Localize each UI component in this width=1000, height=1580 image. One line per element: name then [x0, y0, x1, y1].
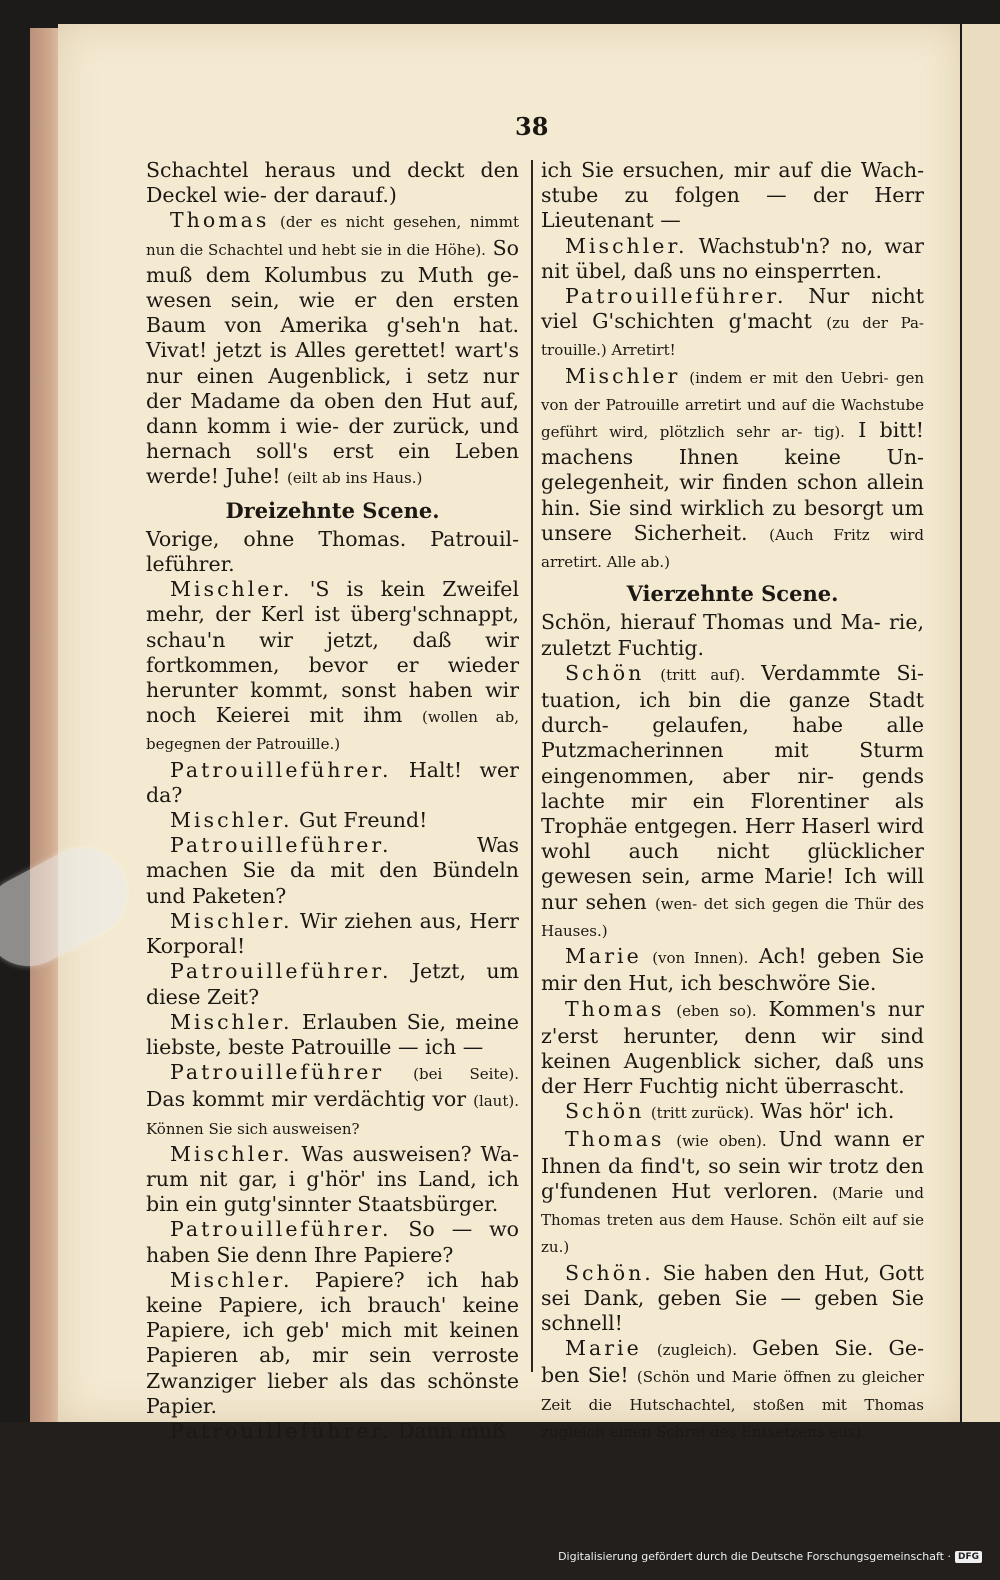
- speaker-name: Patrouilleführer.: [170, 1418, 392, 1443]
- speech-text: So muß dem Kolumbus zu Muth ge- wesen sein, wie er den ersten Baum von Amerika g'seh'n hat. Vivat! jetzt is Alles gerettet! wart's nur einen Augenblick, i setz nur der Madame da oben den Hut auf, dann komm i wie- der zurück, und hernach soll's erst ein Leben werde! Juhe!: [146, 235, 519, 489]
- scene-heading: Dreizehnte Scene.: [225, 497, 440, 523]
- stage-direction: (eben so).: [676, 1001, 757, 1020]
- speaker-name: Thomas: [565, 1126, 665, 1151]
- speaker-name: Mischler.: [170, 1141, 293, 1166]
- stage-direction: (wollen ab, begegnen der Patrouille.): [146, 708, 519, 754]
- speaker-name: Marie: [565, 944, 642, 969]
- stage-direction: (laut). Können Sie sich ausweisen?: [146, 1092, 519, 1138]
- speech-paragraph: [146, 758, 519, 808]
- text-paragraph: Schachtel heraus und deckt den Deckel wie- der darauf.): [146, 158, 519, 208]
- speech-paragraph: [541, 997, 924, 1100]
- speech-paragraph: [146, 1142, 519, 1218]
- speech-paragraph: [146, 208, 519, 491]
- speaker-name: Thomas: [565, 996, 665, 1021]
- text-paragraph: Vorige, ohne Thomas. Patrouil- leführer.: [146, 526, 519, 577]
- speech-text: 'S is kein Zweifel mehr, der Kerl ist überg'schnappt, schau'n wir jetzt, daß wir fortkommen, bevor er wieder herunter kommt, sonst haben wir noch Keierei mit ihm: [146, 577, 519, 728]
- speech-text: Gut Freund!: [299, 808, 428, 833]
- stage-direction: (zu der Pa- trouille.) Arretirt!: [541, 314, 924, 360]
- speech-paragraph: [541, 284, 924, 364]
- stage-direction: (der es nicht gesehen, nimmt nun die Schachtel und hebt sie in die Höhe).: [146, 213, 519, 259]
- stage-direction: (wie oben).: [676, 1131, 767, 1150]
- stage-direction: (Schön und Marie öffnen zu gleicher Zeit die Hutschachtel, stoßen mit Thomas zugleich einen Schrei des Entsetzens aus).: [541, 1368, 924, 1441]
- speech-text: Papiere? ich hab keine Papiere, ich brauch' keine Papiere, ich geb' mich mit keinen Papieren ab, mir sein verroste Zwanziger lieber als das schönste Papier.: [146, 1267, 519, 1418]
- stage-direction: (wen- det sich gegen die Thür des Hauses.): [541, 894, 924, 940]
- stage-direction: (indem er mit den Uebri- gen von der Patrouille arretirt und auf die Wachstube geführt wird, plötzlich sehr ar- tig).: [541, 368, 924, 442]
- speech-paragraph: [541, 944, 924, 996]
- footer-text: Digitalisierung gefördert durch die Deutsche Forschungsgemeinschaft ·: [558, 1550, 951, 1563]
- left-column: [146, 158, 519, 1444]
- speech-paragraph: [541, 661, 924, 944]
- speech-text: Nur nicht viel G'schichten g'macht: [541, 284, 924, 334]
- stage-direction: (tritt auf).: [660, 665, 746, 684]
- speech-paragraph: [541, 1336, 924, 1445]
- speech-paragraph: [146, 959, 519, 1009]
- speech-paragraph: [146, 1010, 519, 1060]
- speech-paragraph: [146, 808, 519, 833]
- speaker-name: Mischler.: [170, 1009, 293, 1034]
- speaker-name: Mischler.: [170, 808, 293, 833]
- speech-text: Verdammte Si- tuation, ich bin die ganze Stadt durch- gelaufen, habe alle Putzmacherinnen mit Sturm eingenommen, aber nir- gends lachte mir ein Florentiner als Trophäe entgegen. Herr Haserl wird wohl auch nicht glücklicher gewesen sein, arme Marie! Ich will nur sehen: [541, 660, 924, 914]
- speech-paragraph: [146, 833, 519, 909]
- dfg-logo: DFG: [955, 1551, 982, 1563]
- stage-direction: (eilt ab ins Haus.): [287, 469, 423, 488]
- text-paragraph: ich Sie ersuchen, mir auf die Wach- stube zu folgen — der Herr Lieutenant —: [541, 158, 924, 233]
- speaker-name: Patrouilleführer.: [170, 959, 392, 984]
- speaker-name: Mischler.: [170, 1267, 293, 1292]
- speech-text: Was hör' ich.: [760, 1099, 895, 1124]
- speech-text: Wachstub'n? no, war nit übel, daß uns no einsperrten.: [541, 233, 924, 283]
- speech-text: Und wann er Ihnen da find't, so sein wir trotz den g'fundenen Hut verloren.: [541, 1126, 924, 1203]
- speech-paragraph: [146, 1268, 519, 1419]
- speech-text: Ach! geben Sie mir den Hut, ich beschwöre Sie.: [541, 944, 924, 996]
- speech-paragraph: [541, 234, 924, 284]
- speech-text: Erlauben Sie, meine liebste, beste Patrouille — ich —: [146, 1009, 519, 1059]
- speaker-name: Mischler.: [565, 233, 688, 258]
- stage-direction: (Marie und Thomas treten aus dem Hause. Schön eilt auf sie zu.): [541, 1183, 924, 1257]
- speaker-name: Patrouilleführer: [170, 1060, 385, 1085]
- speech-text: Jetzt, um diese Zeit?: [146, 959, 519, 1009]
- speech-paragraph: [146, 1060, 519, 1142]
- speech-text: Was machen Sie da mit den Bündeln und Paketen?: [146, 833, 519, 908]
- speaker-name: Mischler: [565, 363, 681, 388]
- speaker-name: Schön.: [565, 1260, 654, 1285]
- speech-text: So — wo haben Sie denn Ihre Papiere?: [146, 1217, 519, 1267]
- speech-text: Halt! wer da?: [146, 757, 519, 807]
- stage-direction: (von Innen).: [652, 949, 749, 968]
- speaker-name: Schön: [565, 660, 645, 685]
- right-column: [541, 158, 924, 1445]
- speaker-name: Thomas: [170, 208, 270, 233]
- speech-paragraph: [541, 1261, 924, 1337]
- speech-paragraph: [541, 1127, 924, 1261]
- scene-heading: Vierzehnte Scene.: [626, 581, 839, 607]
- speech-paragraph: [541, 364, 924, 576]
- speech-text: Kommen's nur z'erst herunter, denn wir sind keinen Augenblick sicher, daß uns der Herr Fuchtig nicht überrascht.: [541, 996, 924, 1099]
- stage-direction: (zugleich).: [656, 1341, 737, 1360]
- speech-text: Geben Sie. Ge- ben Sie!: [541, 1336, 924, 1388]
- column-divider: [531, 160, 533, 1372]
- speech-paragraph: [541, 1099, 924, 1126]
- facing-page-edge: [962, 24, 1000, 1422]
- speaker-name: Marie: [565, 1336, 642, 1361]
- speaker-name: Patrouilleführer.: [170, 833, 392, 858]
- stage-direction: (Auch Fritz wird arretirt. Alle ab.): [541, 525, 924, 572]
- speaker-name: Patrouilleführer.: [565, 284, 787, 309]
- speech-text: Dann muß: [398, 1418, 506, 1443]
- speech-text: Das kommt mir verdächtig vor: [146, 1087, 467, 1112]
- page-number: 38: [515, 112, 549, 141]
- speech-paragraph: [146, 577, 519, 757]
- speech-text: Sie haben den Hut, Gott sei Dank, geben Sie — geben Sie schnell!: [541, 1260, 924, 1335]
- speech-text: I bitt! machens Ihnen keine Un- gelegenheit, wir finden schon allein hin. Sie sind wirklich zu besorgt um unsere Sicherheit.: [541, 418, 924, 545]
- speech-paragraph: [146, 1419, 519, 1444]
- speaker-name: Mischler.: [170, 577, 293, 602]
- speech-text: Was ausweisen? Wa- rum nit gar, i g'hör' ins Land, ich bin ein gutg'sinnter Staatsbürger.: [146, 1141, 519, 1217]
- speech-paragraph: [146, 1217, 519, 1267]
- speech-text: Wir ziehen aus, Herr Korporal!: [146, 908, 519, 959]
- stage-direction: (tritt zurück).: [650, 1104, 754, 1123]
- speaker-name: Schön: [565, 1099, 645, 1124]
- speaker-name: Mischler.: [170, 908, 293, 933]
- speaker-name: Patrouilleführer.: [170, 757, 392, 782]
- speaker-name: Patrouilleführer.: [170, 1217, 392, 1242]
- stage-direction: (bei Seite).: [413, 1065, 519, 1084]
- speech-paragraph: [146, 909, 519, 959]
- text-paragraph: Schön, hierauf Thomas und Ma- rie, zuletzt Fuchtig.: [541, 610, 924, 660]
- funding-footer: [558, 1550, 982, 1563]
